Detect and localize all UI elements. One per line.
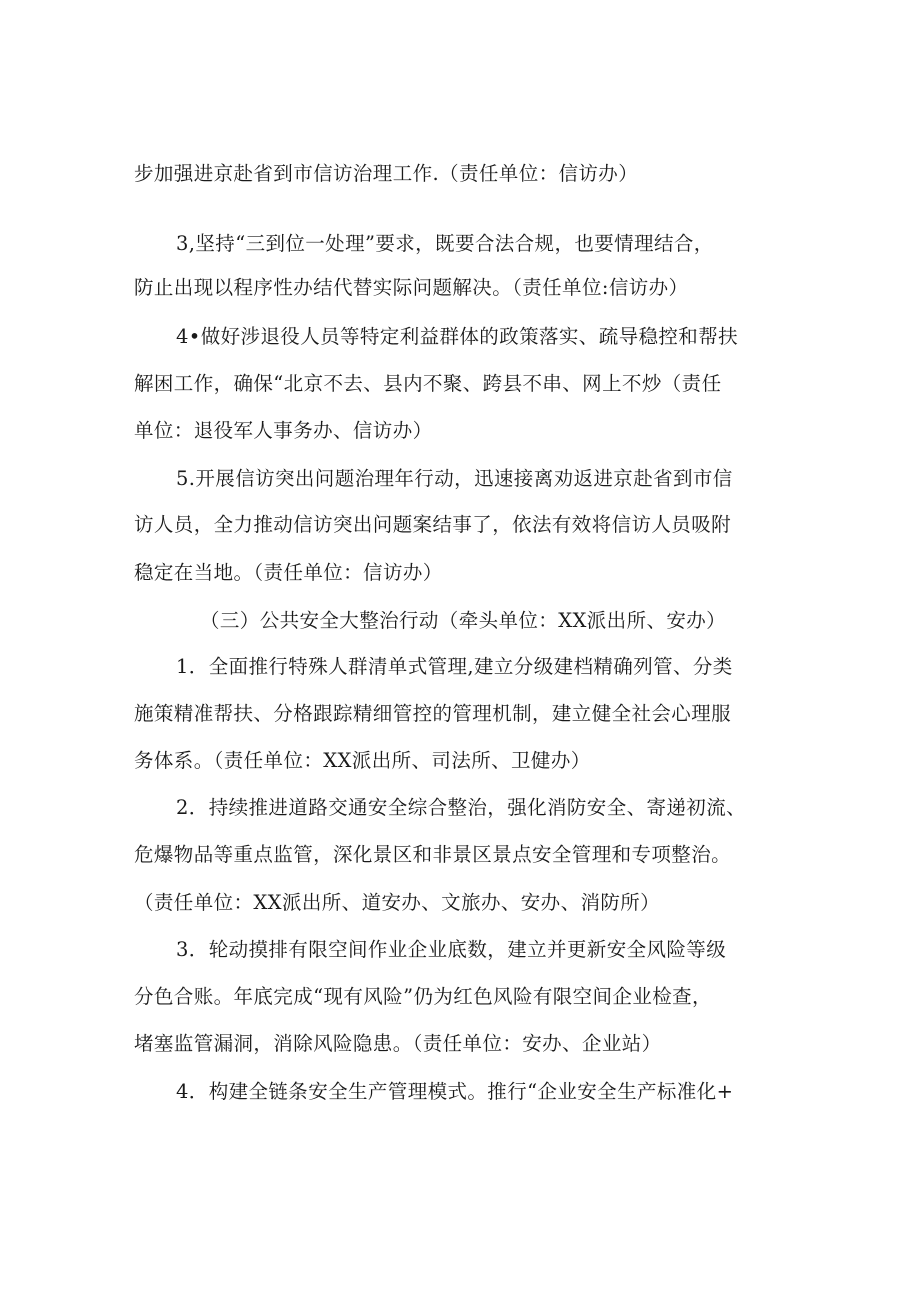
text-line: 防止出现以程序性办结代替实际问题解决。（责任单位:信访办） (134, 276, 689, 299)
text-line: 5.开展信访突出问题治理年行动，迅速接离劝返进京赴省到市信 (176, 467, 733, 490)
text-line: 步加强进京赴省到市信访治理工作.（责任单位：信访办） (134, 162, 639, 185)
section-heading: （三）公共安全大整治行动（牵头单位：XX派出所、安办） (200, 609, 727, 632)
text-line: 1．全面推行特殊人群清单式管理,建立分级建档精确列管、分类 (176, 655, 733, 678)
text-line: 解困工作，确保“北京不去、县内不聚、跨县不串、网上不炒（责任 (134, 372, 722, 395)
text-line: 4•做好涉退役人员等特定利益群体的政策落实、疏导稳控和帮扶 (176, 325, 739, 348)
text-line: 稳定在当地。（责任单位：信访办） (134, 561, 443, 584)
text-line: 施策精准帮扶、分格跟踪精细管控的管理机制，建立健全社会心理服 (134, 702, 732, 725)
text-line: 分色合账。年底完成“现有风险”仍为红色风险有限空间企业检查， (134, 985, 712, 1008)
text-line: 单位：退役军人事务办、信访办） (134, 419, 433, 442)
text-line: 4．构建全链条安全生产管理模式。推行“企业安全生产标准化+ (176, 1080, 734, 1103)
text-line: 2．持续推进道路交通安全综合整治，强化消防安全、寄递初流、 (176, 796, 747, 819)
text-line: 堵塞监管漏洞，消除风险隐患。（责任单位：安办、企业站） (134, 1032, 662, 1055)
text-line: 访人员，全力推动信访突出问题案结事了，依法有效将信访人员吸附 (134, 513, 732, 536)
text-line: （责任单位：XX派出所、道安办、文旅办、安办、消防所） (134, 891, 661, 914)
text-line: 务体系。（责任单位：XX派出所、司法所、卫健办） (134, 749, 591, 772)
text-line: 3．轮动摸排有限空间作业企业底数，建立并更新安全风险等级 (176, 938, 727, 961)
text-line: 3,坚持“三到位一处理”要求，既要合法合规，也要情理结合， (176, 232, 714, 255)
text-line: 危爆物品等重点监管，深化景区和非景区景点安全管理和专项整治。 (134, 843, 732, 866)
